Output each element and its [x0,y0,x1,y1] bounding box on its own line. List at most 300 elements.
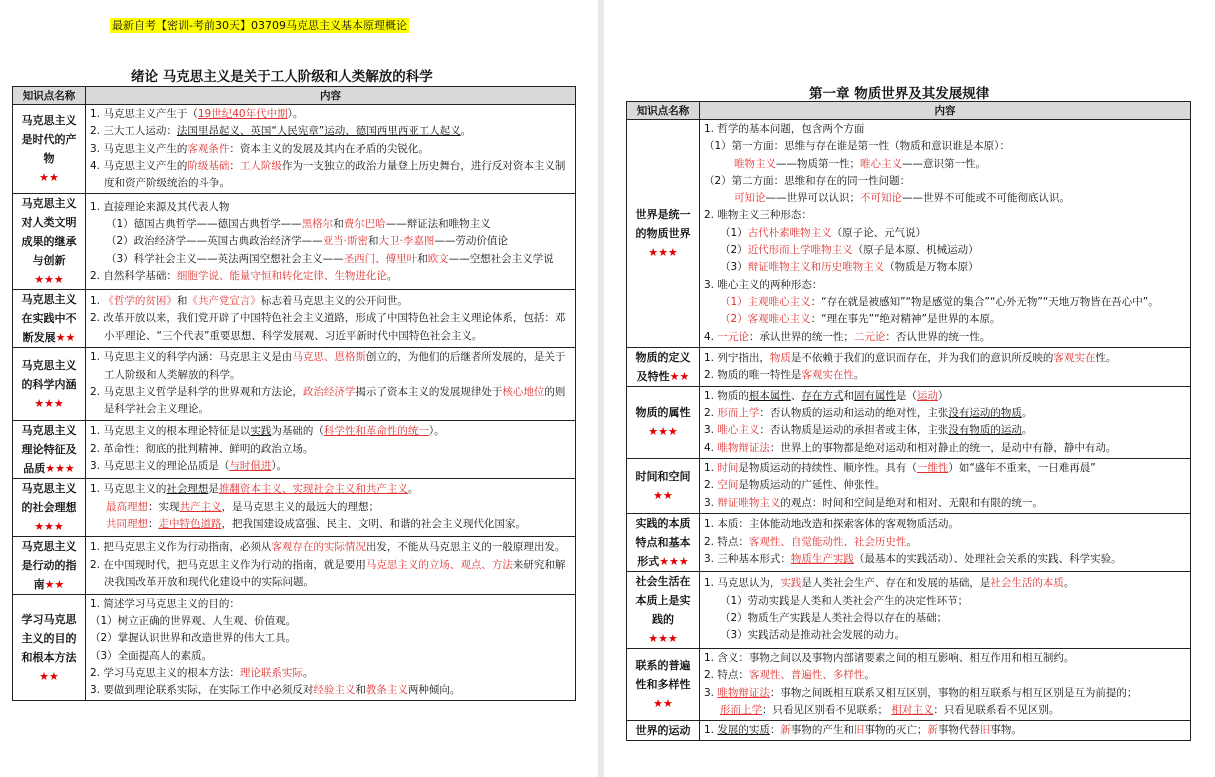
content-text: 4. [704,441,718,454]
key-term: 新 [927,724,938,737]
content-text: （2）物质生产实践是人类社会得以存在的基础； [720,611,948,624]
content-text: ）。 [287,108,304,120]
key-term: 科学性和革命性的统一 [323,425,429,438]
content-text: ：实现 [148,500,180,513]
col-header-name: 知识点名称 [627,102,700,120]
knowledge-point-name-line: 是时代的产 [21,133,77,147]
content-text: 1. [704,462,718,475]
content-line [90,596,571,613]
content-line [704,551,1186,568]
content-line [90,630,571,647]
content-text: ——空想社会主义学说 [448,252,554,265]
col-header-content: 内容 [86,87,576,105]
content-text: 。 [407,483,419,496]
content-line [90,423,571,440]
content-text: ： [769,724,781,737]
key-term: 一元论 [717,330,749,343]
content-text: （2）政治经济学——英国古典政治经济学—— [106,235,323,248]
key-term: 古代朴素唯物主义 [747,226,832,239]
content-text: （2） [720,244,748,257]
content-line [90,199,571,216]
content-text: 3. [704,424,718,437]
content-text: 2. 三大工人运动： [90,125,177,138]
content-text: 1. 哲学的基本问题，包含两个方面 [704,123,865,135]
knowledge-point-name [13,594,86,701]
knowledge-point-name-line: 践的 [652,612,674,626]
content-line [704,460,1186,477]
course-banner: 最新自考【密训-考前30天】03709马克思主义基本原理概论 [112,19,407,32]
key-term: 唯心主义 [860,157,902,170]
content-text: ：只看见联系看不见区别。 [933,703,1060,716]
content-text: （原子是本原、机械运动） [852,244,979,257]
knowledge-point-name-line: 性和多样性 [635,678,691,692]
content-line [90,216,571,233]
content-text: ——世界不可能或不可能彻底认识。 [902,192,1070,205]
importance-stars: ★★ [44,577,65,591]
content-line [90,123,571,140]
content-line [704,121,1186,138]
content-text: 1. 含义：事物之间以及事物内部诸要素之间的相互影响、相互作用和相互制约。 [704,651,1075,664]
knowledge-content [86,478,576,536]
content-text: ）。 [428,425,445,438]
content-text: 3. 唯心主义的两种形态： [704,278,823,291]
key-term: 费尔巴哈 [343,218,386,231]
key-term: 理论联系实际 [239,666,303,679]
content-text: ：否认世界的统一性。 [885,330,991,343]
key-term: 黑格尔 [301,218,334,231]
content-text: 1. 直接理论来源及其代表人物 [90,200,230,213]
intro-title: 绪论 马克思主义是关于工人阶级和人类解放的科学 [131,69,433,85]
content-line [90,293,571,310]
content-text: ：否认物质的运动和运动的绝对性，主张 [759,407,949,420]
content-text: 。 [1021,407,1033,420]
knowledge-point-name [13,105,86,194]
content-text: （3）科学社会主义——英法两国空想社会主义—— [106,252,344,265]
content-text: 3. [704,686,718,699]
content-text: ：承认世界的统一性； [748,330,854,343]
knowledge-point-name [627,513,700,571]
knowledge-row [13,348,576,420]
chapter1-title: 第一章 物质世界及其发展规律 [809,86,990,102]
content-line [704,277,1186,294]
key-term: 亚当·斯密 [322,235,369,248]
content-text: 固有属性 [853,389,896,402]
key-term: 物质 [769,351,791,364]
knowledge-content [86,194,576,290]
content-line [704,259,1186,276]
importance-stars: ★★★ [34,519,64,533]
content-text: 3. 马克思主义产生的 [90,142,188,155]
content-line [90,233,571,250]
content-line [704,495,1186,512]
key-term: 客观性、普遍性、多样性 [748,669,865,682]
knowledge-point-name [13,290,86,348]
knowledge-point-name-line: 是行动的指 [21,558,77,572]
key-term: 二元论 [853,330,886,343]
knowledge-row [13,290,576,348]
content-text: 发展的实质 [717,724,770,737]
content-text: 1. 马克思主义的根本理论特征是以 [90,425,251,438]
content-text: 作为一支独立的政治力量登上历史舞台，进行反对资本主义制度和资产阶级统治的斗争。 [104,159,566,190]
content-line [90,349,571,384]
content-line [704,650,1186,667]
content-text: 是不依赖于我们的意识而存在，并为我们的意识所反映的 [790,351,1054,364]
content-text: 是人类社会生产、存在和发展的基础，是 [801,577,991,590]
knowledge-point-name-line: 理论特征及 [21,442,77,456]
key-term: 19世纪40年代中期 [197,108,288,120]
content-text: ：“存在就是被感知”“物是感觉的集合”“心外无物”“天地万物皆在吾心中”。 [810,295,1159,308]
knowledge-row [627,571,1191,648]
content-text: 。 [853,368,865,381]
content-text: （1）第一方面：思维与存在谁是第一性（物质和意识谁是本原）： [704,140,1010,153]
knowledge-point-name [627,459,700,514]
knowledge-point-name-line: 实践的本质 [635,516,691,530]
key-term: 大卫·李嘉图 [378,235,435,248]
content-line [90,613,571,630]
content-text: 1. 本质：主体能动地改造和探索客体的客观物质活动。 [704,518,959,531]
key-term: 可知论 [734,192,766,205]
knowledge-point-name-line: 马克思主义 [21,481,77,495]
knowledge-point-name-line: 的科学内涵 [21,377,77,391]
content-line [90,481,571,498]
key-term: 运动 [916,389,938,402]
content-text: ：事物之间既相互联系又相互区别，事物的相互联系与相互区别是互为前提的； [769,686,1138,699]
importance-stars: ★★ [653,488,673,502]
key-term: 唯物主义 [734,157,776,170]
knowledge-point-name-line: 社会生活在 [635,574,691,588]
key-term: 马克思主义的立场、观点、方法 [365,558,513,571]
content-text: 1. 马克思主义的科学内涵：马克思主义是由 [90,351,293,364]
knowledge-content [700,459,1191,514]
content-text: 存在方式 [801,389,844,402]
key-term: 经验主义 [313,684,356,697]
knowledge-point-name-line: 品质 [23,461,46,475]
content-text: ：否认物质是运动的承担者或主体，主张 [759,424,949,437]
content-text: 3. [704,496,718,509]
content-text: 出发，不能从马克思主义的一般原理出发。 [365,541,566,554]
key-term: 形而上学 [717,407,760,420]
key-term: 欧文 [427,252,449,265]
content-text: （3）全面提高人的素质。 [90,649,213,662]
content-text: （2）掌握认识世界和改造世界的伟大工具。 [90,632,297,645]
content-text: 为基础的（ [271,425,324,438]
knowledge-point-name-line: 的物质世界 [635,226,691,240]
knowledge-point-name-line: 特点和基本 [635,535,691,549]
content-line [704,190,1186,207]
content-text: ——辩证法和唯物主义 [385,218,491,231]
content-text: 1. [704,724,718,737]
knowledge-point-name-line: 对人类文明 [21,216,77,230]
knowledge-point-name [627,347,700,386]
content-line [704,405,1186,422]
key-term: 圣西门、傅里叶 [343,252,418,265]
knowledge-row [627,459,1191,514]
content-text: 2. 在中国现时代，把马克思主义作为行动的指南，就是要用 [90,558,366,571]
key-term: 《哲学的贫困》 [103,295,177,308]
key-term: 空间 [717,479,739,492]
knowledge-point-name-line: 主义的目的 [21,631,77,645]
knowledge-point-name [627,386,700,458]
knowledge-content [86,348,576,420]
knowledge-point-name-line: 时间和空间 [635,469,691,483]
knowledge-point-name-line: 联系的普遍 [635,659,691,673]
knowledge-point-name-line: 马克思主义 [21,293,77,307]
content-text: 根本属性 [748,389,791,402]
knowledge-point-name-line: 学习马克思 [21,612,77,626]
importance-stars: ★★★ [648,245,678,259]
content-text: ：只看见区别看不见联系； [762,703,892,716]
importance-stars: ★★★ [34,396,64,410]
knowledge-content [700,386,1191,458]
content-text: 4. [704,330,718,343]
key-term: 物质生产实践 [790,553,854,566]
knowledge-point-name-line: 马克思主义 [21,114,77,128]
content-line [704,477,1186,494]
key-term: 《共产党宣言》 [187,295,261,308]
content-text: 3. 三种基本形式： [704,553,791,566]
key-term: 客观条件 [187,142,230,155]
content-text: 创立的，为他们的后继者所发展的，是关于工人阶级和人类解放的科学。 [104,351,566,381]
key-term: 阶级基础 [187,159,230,172]
content-text: 2. 物质的唯一特性是 [704,368,802,381]
content-line [90,557,571,592]
knowledge-row [13,478,576,536]
content-line [90,499,571,516]
content-line [90,665,571,682]
content-text: 2. 学习马克思主义的根本方法： [90,666,240,679]
content-text: 。 [1021,424,1033,437]
key-term: 教条主义 [365,684,408,697]
content-text: 标志着马克思主义的公开问世。 [260,295,408,308]
content-text: 没有物质的运动 [948,424,1022,437]
content-text: 。 [906,535,917,548]
content-line [90,268,571,285]
content-text: （2）第二方面：思维和存在的同一性问题： [704,174,911,187]
content-line [90,648,571,665]
key-term: 客观性、自觉能动性、社会历史性 [748,535,907,548]
knowledge-row [13,594,576,701]
key-term: 旧 [979,724,991,737]
content-text: 事物。 [990,724,1022,737]
content-text: ）。 [271,459,288,472]
content-text: 4. 马克思主义产生的 [90,159,188,172]
content-text: 和 [355,684,366,697]
knowledge-point-name-line: 马克思主义 [21,423,77,437]
knowledge-point-name [13,420,86,478]
content-text: 是物质运动的持续性、顺序性。具有（ [738,462,917,475]
key-term: 共同理想 [106,517,148,530]
col-header-name: 知识点名称 [13,87,86,105]
content-line [90,539,571,556]
content-line [90,310,571,345]
content-text: 的则是科学社会主义理论。 [104,386,566,416]
content-line [704,367,1186,384]
knowledge-point-name [627,648,700,720]
content-text: 没有运动的物质 [948,407,1022,420]
content-text: （1） [720,226,748,239]
content-line [90,141,571,158]
content-text: 2. 特点： [704,535,749,548]
knowledge-row [13,536,576,594]
knowledge-point-name [13,478,86,536]
content-line [704,702,1186,719]
content-text: ——劳动价值论 [434,235,508,248]
content-line [704,311,1186,328]
key-term: 不可知论 [860,192,902,205]
knowledge-content [700,120,1191,348]
left-document-page [0,0,598,777]
importance-stars: ★★ [39,669,59,683]
content-line [704,350,1186,367]
knowledge-point-name-line: 的社会理想 [21,500,77,514]
knowledge-row [13,105,576,194]
knowledge-point-name [627,571,700,648]
content-line [704,593,1186,610]
content-line [704,173,1186,190]
content-line [704,722,1186,739]
key-term: 相对主义 [891,703,934,716]
key-term: 近代形而上学唯物主义 [747,244,853,257]
content-text: （3） [720,261,748,274]
content-line [704,207,1186,224]
knowledge-content [86,105,576,194]
content-text: ：“理在事先”“绝对精神”是世界的本原。 [810,313,1001,326]
content-text: 、 [790,389,802,402]
content-text: 3. 要做到理论联系实际，在实际工作中必须反对 [90,684,314,697]
key-term: 唯物辩证法 [717,441,770,454]
content-text: 3. 马克思主义的理论品质是（ [90,459,230,472]
content-line [90,106,571,123]
content-text: 揭示了资本主义的发展规律处于 [355,386,503,399]
key-term: 新 [780,724,791,737]
content-text: （原子论、元气说） [831,226,927,239]
knowledge-point-name-line: 马克思主义 [21,197,77,211]
key-term: 辩证唯物主义 [717,496,781,509]
key-term: 唯心主义 [717,424,760,437]
key-term: 辩证唯物主义和历史唯物主义 [747,261,885,274]
knowledge-point-name-line: 本质上是实 [635,593,691,607]
content-text: （最基本的实践活动）、处理社会关系的实践、科学实验。 [853,553,1122,566]
knowledge-row [627,648,1191,720]
content-line [704,534,1186,551]
content-text: 1. 把马克思主义作为行动指南，必须从 [90,541,272,554]
key-term: 马克思、恩格斯 [292,351,366,364]
content-text: 2. 革命性：彻底的批判精神、鲜明的政治立场。 [90,442,314,455]
content-text: 和 [333,218,344,231]
content-text: 实践 [250,425,272,438]
content-text: 法国里昂起义、英国“人民宪章”运动、德国西里西亚工人起义 [176,125,461,138]
content-text: ：资本主义的发展及其内在矛盾的尖锐化。 [229,142,429,155]
content-line [704,329,1186,346]
content-text: ） [937,389,949,402]
content-line [90,682,571,699]
key-term: 工人阶级 [239,159,282,172]
content-text: ： [148,517,159,530]
content-text: 。 [1063,577,1075,590]
knowledge-point-name [13,536,86,594]
knowledge-point-name-line: 成果的继承 [21,235,77,249]
knowledge-content [86,420,576,478]
key-term: 政治经济学 [302,386,356,399]
content-text: 的观点：时间和空间是绝对和相对、无限和有限的统一。 [780,496,1043,509]
content-line [704,138,1186,155]
content-text: 1. 马克思主义产生于（ [90,108,198,120]
knowledge-content [700,571,1191,648]
content-text: 事物的产生和 [790,724,854,737]
key-term: 一维性 [916,462,949,475]
knowledge-point-name-line: 和根本方法 [21,650,77,664]
content-line [704,422,1186,439]
content-line [90,441,571,458]
key-term: 客观实在 [1053,351,1096,364]
content-text: 2. 改革开放以来，我们党开辟了中国特色社会主义道路，形成了中国特色社会主义理论体系，包括：邓小平理论、“三个代表”重要思想、科学发展观、习近平新时代中国特色社会主义。 [90,312,566,342]
content-text: ，把我国建设成富强、民主、文明、和谐的社会主义现代化国家。 [221,517,526,530]
key-term: 与时俱进 [229,459,272,472]
content-text: 1. [90,295,104,308]
content-line [90,158,571,193]
importance-stars: ★★ [653,697,673,711]
content-text: （1）树立正确的世界观、人生观、价值观。 [90,614,297,627]
content-text: ，是马克思主义的最远大的理想； [221,500,379,513]
knowledge-point-name-line: 形式 [637,554,660,568]
knowledge-content [700,648,1191,720]
content-line [90,458,571,475]
knowledge-point-name [627,721,700,741]
content-line [704,685,1186,702]
content-text: 。 [302,666,314,679]
key-term: 客观实在性 [801,368,854,381]
content-text: ：世界上的事物都是绝对运动和相对静止的统一，是动中有静，静中有动。 [769,441,1117,454]
content-line [90,251,571,268]
importance-stars: ★★★ [648,631,678,645]
key-term: 推翻资本主义、实现社会主义和共产主义 [218,483,408,496]
knowledge-point-name-line: 及特性 [636,369,670,383]
importance-stars: ★★★ [45,461,75,475]
content-text: 1. 马克思认为， [704,577,781,590]
intro-knowledge-table [12,86,576,701]
content-line [704,667,1186,684]
knowledge-row [627,347,1191,386]
knowledge-row [627,386,1191,458]
knowledge-point-name [13,194,86,290]
importance-stars: ★★ [669,369,690,383]
knowledge-point-name-line: 在实践中不 [21,312,77,326]
content-text: ——意识第一性。 [902,157,986,170]
key-term: 实践 [780,577,802,590]
chapter1-knowledge-table [626,101,1191,741]
content-text: 2. [704,407,718,420]
knowledge-point-name-line: 物质的属性 [635,406,691,420]
content-line [704,156,1186,173]
content-text: （物质是万物本原） [884,261,979,274]
importance-stars: ★★★ [34,273,64,287]
knowledge-point-name [13,348,86,420]
knowledge-point-name-line: 与创新 [32,254,66,268]
content-text: 。 [864,669,875,682]
content-text: （3）实践活动是推动社会发展的动力。 [720,629,906,642]
content-text: 2. [704,479,718,492]
content-text: 是物质运动的广延性、伸张性。 [738,479,886,492]
importance-stars: ★★★ [648,425,678,439]
importance-stars: ★★★ [659,554,689,568]
content-text: 1. 马克思主义的 [90,483,167,496]
content-text: ： [229,159,240,172]
knowledge-row [627,721,1191,741]
key-term: 核心地位 [502,386,545,399]
knowledge-point-name-line: 世界是统一 [635,207,691,221]
col-header-content: 内容 [700,102,1191,120]
content-line [704,242,1186,259]
